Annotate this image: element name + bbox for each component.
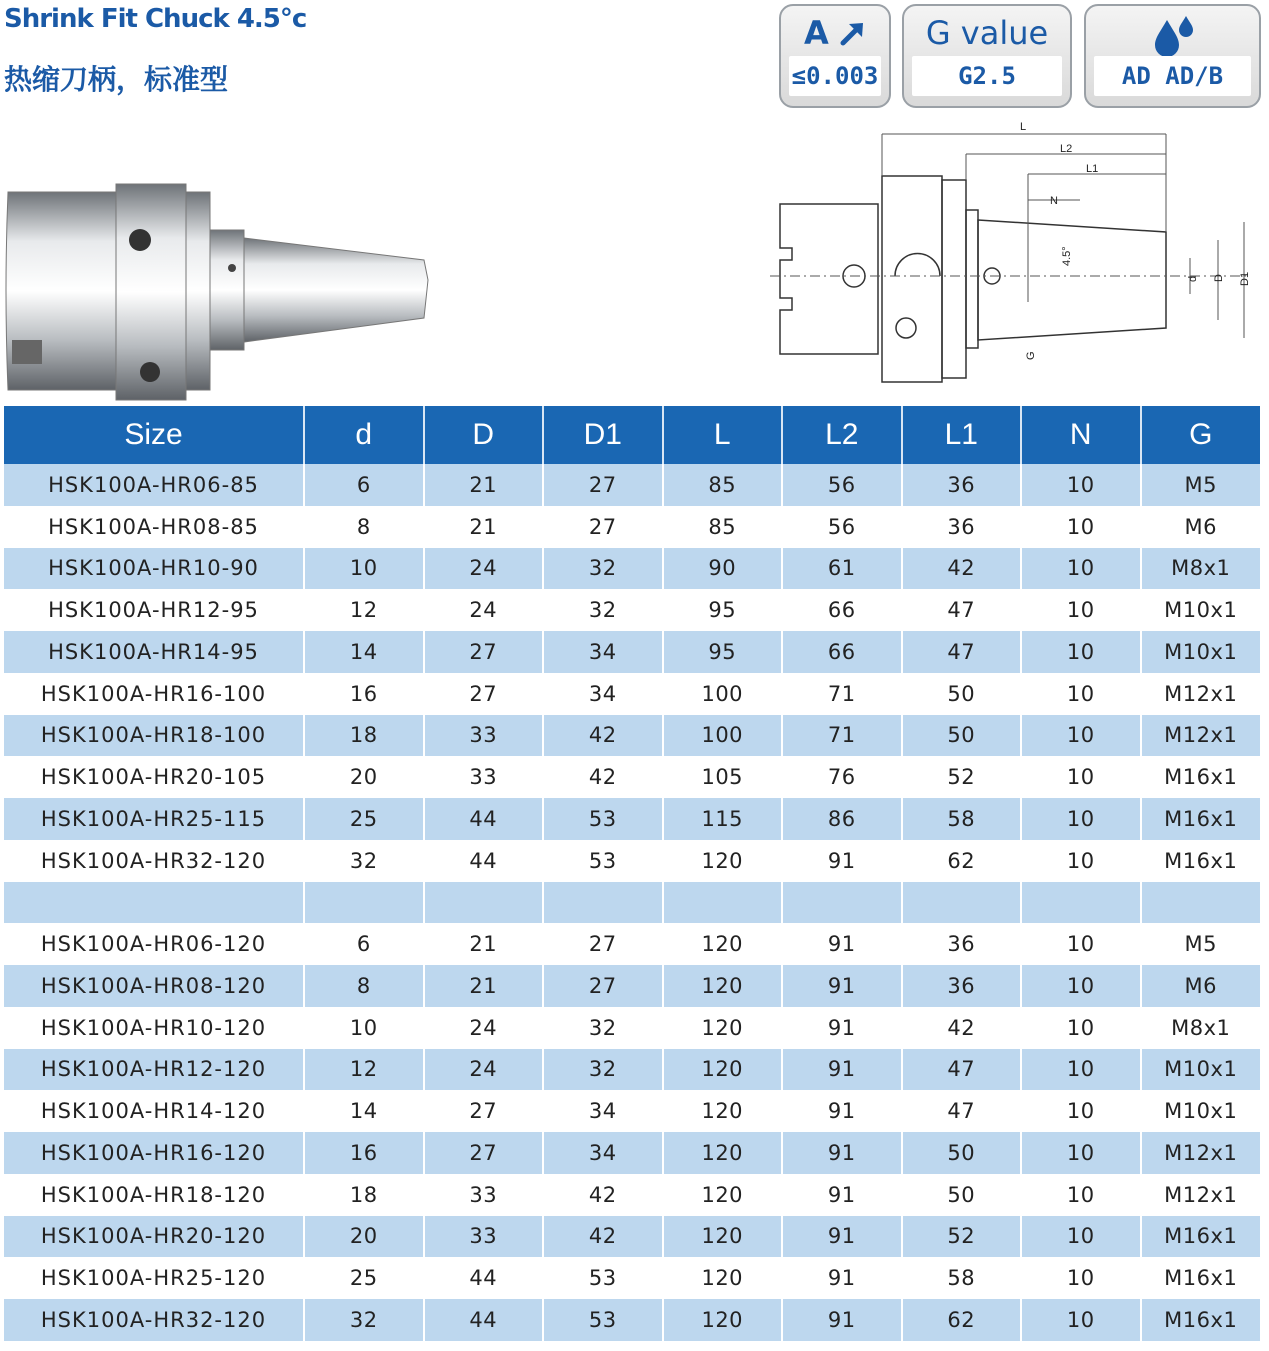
table-cell: 10 — [1021, 756, 1141, 798]
table-cell: M5 — [1141, 464, 1261, 506]
table-cell: 27 — [424, 631, 544, 673]
table-cell: 27 — [424, 1090, 544, 1132]
droplets-icon — [1150, 14, 1196, 58]
table-cell: 120 — [663, 1132, 783, 1174]
table-cell: M16x1 — [1141, 1299, 1261, 1341]
table-row — [4, 882, 1260, 924]
table-row — [4, 715, 1260, 757]
table-cell: 120 — [663, 1174, 783, 1216]
table-cell: HSK100A-HR16-120 — [4, 1132, 304, 1174]
table-cell: 10 — [1021, 589, 1141, 631]
table-cell: 53 — [543, 798, 663, 840]
table-cell: M16x1 — [1141, 1216, 1261, 1258]
table-cell: 91 — [782, 1174, 902, 1216]
table-cell: 10 — [1021, 1299, 1141, 1341]
table-cell: 10 — [1021, 1174, 1141, 1216]
table-cell: 6 — [304, 923, 424, 965]
table-cell: 44 — [424, 798, 544, 840]
table-cell: 36 — [902, 923, 1022, 965]
table-cell: HSK100A-HR12-95 — [48, 598, 259, 623]
table-cell: HSK100A-HR18-100 — [4, 715, 304, 757]
table-cell: 76 — [782, 756, 902, 798]
table-cell: HSK100A-HR25-120 — [40, 1266, 267, 1291]
table-cell: M6 — [1141, 506, 1261, 548]
table-cell: 32 — [543, 1007, 663, 1049]
table-cell: 24 — [424, 589, 544, 631]
table-cell: 32 — [304, 1299, 424, 1341]
table-cell: 12 — [304, 589, 424, 631]
table-cell: 42 — [543, 715, 663, 757]
column-header: D1 — [543, 406, 663, 464]
table-cell: 120 — [663, 840, 783, 882]
table-cell: 27 — [543, 923, 663, 965]
table-cell: 34 — [543, 631, 663, 673]
table-cell: 34 — [543, 1132, 663, 1174]
table-cell: 32 — [543, 589, 663, 631]
balance-badge-value: G2.5 — [912, 56, 1062, 96]
dim-label-L: L — [1020, 122, 1027, 133]
table-cell — [304, 882, 424, 924]
table-cell: HSK100A-HR14-95 — [4, 631, 304, 673]
table-cell: 36 — [902, 965, 1022, 1007]
table-cell: M10x1 — [1141, 1049, 1261, 1091]
table-cell — [424, 882, 544, 924]
dim-label-G: G — [1025, 351, 1037, 360]
table-cell: HSK100A-HR06-85 — [4, 464, 304, 506]
table-row — [4, 756, 1260, 798]
table-cell: 25 — [304, 798, 424, 840]
table-cell: 53 — [543, 1299, 663, 1341]
table-cell: HSK100A-HR18-120 — [40, 1182, 267, 1207]
table-row — [4, 506, 1260, 548]
table-cell: M10x1 — [1141, 631, 1261, 673]
column-header: N — [1021, 406, 1141, 464]
header-row — [4, 406, 1260, 464]
table-cell: 91 — [782, 1257, 902, 1299]
accuracy-badge-top — [781, 14, 889, 60]
table-cell: 24 — [424, 1049, 544, 1091]
table-cell: M10x1 — [1141, 589, 1261, 631]
table-cell: 86 — [782, 798, 902, 840]
coolant-badge-value: AD AD/B — [1094, 56, 1251, 96]
table-cell: 27 — [543, 464, 663, 506]
table-row — [4, 1174, 1260, 1216]
table-cell: 10 — [1021, 1132, 1141, 1174]
page-title: Shrink Fit Chuck 4.5°c — [4, 4, 307, 34]
table-cell: 50 — [902, 715, 1022, 757]
table-cell: 91 — [782, 1216, 902, 1258]
table-cell: 21 — [424, 506, 544, 548]
table-cell: 90 — [663, 548, 783, 590]
table-cell: M5 — [1141, 923, 1261, 965]
table-cell: HSK100A-HR32-120 — [40, 848, 267, 873]
column-header: L1 — [902, 406, 1022, 464]
table-cell: 18 — [304, 1174, 424, 1216]
balance-badge — [902, 4, 1072, 108]
table-cell: 20 — [304, 1216, 424, 1258]
table-cell: HSK100A-HR25-115 — [4, 798, 304, 840]
table-cell: M12x1 — [1141, 673, 1261, 715]
table-cell: 18 — [304, 715, 424, 757]
table-cell: 95 — [663, 589, 783, 631]
table-cell: 44 — [424, 840, 544, 882]
table-cell: 42 — [543, 756, 663, 798]
table-cell: 10 — [1021, 673, 1141, 715]
table-cell: 10 — [1021, 1007, 1141, 1049]
page-subtitle: 热缩刀柄，标准型 — [4, 63, 229, 96]
table-cell: 85 — [663, 506, 783, 548]
table-cell: 10 — [1021, 548, 1141, 590]
table-cell — [1141, 882, 1261, 924]
table-cell: 20 — [304, 756, 424, 798]
table-cell: 56 — [782, 464, 902, 506]
table-row — [4, 923, 1260, 965]
table-cell: 21 — [424, 923, 544, 965]
table-cell: 120 — [663, 1257, 783, 1299]
table-cell: 91 — [782, 1049, 902, 1091]
table-cell: 47 — [902, 1090, 1022, 1132]
table-cell: 100 — [663, 715, 783, 757]
table-cell: 36 — [902, 464, 1022, 506]
table-cell: 52 — [902, 1216, 1022, 1258]
table-row — [4, 798, 1260, 840]
table-cell: 34 — [543, 673, 663, 715]
table-cell: 10 — [1021, 840, 1141, 882]
table-cell: 27 — [543, 506, 663, 548]
table-cell — [4, 882, 304, 924]
table-cell: 47 — [902, 1049, 1022, 1091]
table-cell: HSK100A-HR20-120 — [4, 1216, 304, 1258]
table-cell: 115 — [663, 798, 783, 840]
table-cell — [782, 882, 902, 924]
table-cell: 66 — [782, 589, 902, 631]
table-cell: 91 — [782, 840, 902, 882]
coolant-badge-top — [1086, 14, 1259, 60]
table-cell: 91 — [782, 1132, 902, 1174]
table-cell: 27 — [543, 965, 663, 1007]
table-cell: 8 — [304, 965, 424, 1007]
table-cell: M10x1 — [1141, 1090, 1261, 1132]
table-cell: 6 — [304, 464, 424, 506]
table-cell: 95 — [663, 631, 783, 673]
table-cell: 47 — [902, 589, 1022, 631]
table-cell: 10 — [1021, 965, 1141, 1007]
product-photo — [4, 180, 434, 402]
balance-badge-label: G value — [925, 14, 1049, 52]
table-cell: 10 — [1021, 715, 1141, 757]
table-cell: 91 — [782, 1007, 902, 1049]
column-header: L2 — [782, 406, 902, 464]
table-cell: 25 — [304, 1257, 424, 1299]
table-cell: M16x1 — [1141, 798, 1261, 840]
table-cell: M16x1 — [1141, 840, 1261, 882]
table-cell: 50 — [902, 673, 1022, 715]
table-cell: 44 — [424, 1257, 544, 1299]
table-cell: 42 — [902, 1007, 1022, 1049]
table-cell: 50 — [902, 1174, 1022, 1216]
table-cell — [902, 882, 1022, 924]
table-cell: 33 — [424, 1216, 544, 1258]
spec-table-header — [4, 406, 1260, 464]
table-cell: 32 — [543, 1049, 663, 1091]
table-cell: 52 — [902, 756, 1022, 798]
column-header: L — [663, 406, 783, 464]
table-cell: 44 — [424, 1299, 544, 1341]
accuracy-badge-value: ≤0.003 — [789, 56, 881, 96]
table-cell: 33 — [424, 1174, 544, 1216]
dim-label-d: d — [1187, 275, 1199, 282]
table-cell: 100 — [663, 673, 783, 715]
table-cell: M16x1 — [1141, 1257, 1261, 1299]
table-cell: M12x1 — [1141, 715, 1261, 757]
table-cell: 33 — [424, 756, 544, 798]
table-cell: 24 — [424, 1007, 544, 1049]
table-cell: 10 — [1021, 1090, 1141, 1132]
table-cell — [1021, 882, 1141, 924]
table-row — [4, 1257, 1260, 1299]
spec-table — [4, 406, 1260, 1341]
table-cell: 62 — [902, 840, 1022, 882]
table-cell: 42 — [902, 548, 1022, 590]
table-cell: 34 — [543, 1090, 663, 1132]
table-cell: 58 — [902, 1257, 1022, 1299]
table-cell: 42 — [543, 1174, 663, 1216]
table-cell: 85 — [663, 464, 783, 506]
table-cell: 66 — [782, 631, 902, 673]
table-cell: 10 — [1021, 506, 1141, 548]
table-cell: HSK100A-HR10-120 — [40, 1015, 267, 1040]
table-cell: 42 — [543, 1216, 663, 1258]
table-cell: 10 — [304, 1007, 424, 1049]
table-cell: 27 — [424, 673, 544, 715]
table-row — [4, 1049, 1260, 1091]
table-cell: 36 — [902, 506, 1022, 548]
table-cell: 120 — [663, 1007, 783, 1049]
table-cell: 53 — [543, 1257, 663, 1299]
table-cell: 21 — [424, 464, 544, 506]
table-cell: HSK100A-HR08-85 — [48, 514, 259, 539]
table-cell: 120 — [663, 1216, 783, 1258]
table-cell: 10 — [1021, 798, 1141, 840]
arrow-up-right-icon — [840, 20, 866, 46]
table-cell: 21 — [424, 965, 544, 1007]
table-row — [4, 1090, 1260, 1132]
coolant-badge — [1084, 4, 1261, 108]
table-cell: HSK100A-HR08-120 — [4, 965, 304, 1007]
table-cell: 27 — [424, 1132, 544, 1174]
table-cell: 24 — [424, 548, 544, 590]
table-cell: HSK100A-HR12-120 — [4, 1049, 304, 1091]
accuracy-badge — [779, 4, 891, 108]
table-cell: M8x1 — [1141, 1007, 1261, 1049]
table-cell: 10 — [1021, 923, 1141, 965]
accuracy-badge-letter: A — [804, 14, 829, 52]
table-cell: 120 — [663, 1299, 783, 1341]
table-cell: HSK100A-HR06-120 — [40, 932, 267, 957]
table-cell: 10 — [1021, 1049, 1141, 1091]
table-cell: 32 — [543, 548, 663, 590]
table-row — [4, 548, 1260, 590]
table-row — [4, 631, 1260, 673]
table-cell: 12 — [304, 1049, 424, 1091]
table-cell: 10 — [1021, 1216, 1141, 1258]
table-row — [4, 1216, 1260, 1258]
table-row — [4, 965, 1260, 1007]
table-cell: M12x1 — [1141, 1174, 1261, 1216]
table-cell — [543, 882, 663, 924]
table-cell: 10 — [1021, 1257, 1141, 1299]
table-cell: 16 — [304, 673, 424, 715]
table-cell: 10 — [1021, 464, 1141, 506]
table-cell: 14 — [304, 631, 424, 673]
dim-label-L1: L1 — [1086, 163, 1099, 175]
table-cell: 120 — [663, 965, 783, 1007]
column-header: d — [304, 406, 424, 464]
table-cell: HSK100A-HR20-105 — [40, 765, 267, 790]
spec-table-body — [4, 464, 1260, 1341]
table-cell: 91 — [782, 965, 902, 1007]
column-header: G — [1141, 406, 1261, 464]
table-cell: 58 — [902, 798, 1022, 840]
table-cell: 50 — [902, 1132, 1022, 1174]
table-cell: 120 — [663, 1090, 783, 1132]
table-cell — [663, 882, 783, 924]
table-cell: 33 — [424, 715, 544, 757]
table-cell: M16x1 — [1141, 756, 1261, 798]
table-cell: 32 — [304, 840, 424, 882]
technical-drawing — [770, 122, 1260, 384]
table-cell: HSK100A-HR16-100 — [40, 681, 267, 706]
table-cell: 71 — [782, 673, 902, 715]
table-cell: 8 — [304, 506, 424, 548]
table-cell: HSK100A-HR32-120 — [4, 1299, 304, 1341]
table-cell: 10 — [1021, 631, 1141, 673]
column-header: Size — [4, 406, 304, 464]
table-row — [4, 464, 1260, 506]
table-cell: HSK100A-HR14-120 — [40, 1099, 267, 1124]
dim-label-D: D — [1213, 274, 1225, 282]
table-row — [4, 1132, 1260, 1174]
column-header: D — [424, 406, 544, 464]
table-cell: 120 — [663, 1049, 783, 1091]
table-cell: 16 — [304, 1132, 424, 1174]
table-cell: 62 — [902, 1299, 1022, 1341]
table-cell: 47 — [902, 631, 1022, 673]
table-cell: M8x1 — [1141, 548, 1261, 590]
dim-label-D1: D1 — [1239, 271, 1251, 286]
table-cell: 10 — [304, 548, 424, 590]
table-cell: 91 — [782, 923, 902, 965]
dim-label-L2: L2 — [1060, 143, 1073, 155]
table-row — [4, 1007, 1260, 1049]
table-cell: M6 — [1141, 965, 1261, 1007]
dim-label-angle: 4.5° — [1061, 246, 1073, 266]
table-row — [4, 840, 1260, 882]
table-row — [4, 673, 1260, 715]
table-cell: 71 — [782, 715, 902, 757]
table-cell: 14 — [304, 1090, 424, 1132]
table-cell: 61 — [782, 548, 902, 590]
table-cell: 53 — [543, 840, 663, 882]
table-row — [4, 1299, 1260, 1341]
table-cell: M12x1 — [1141, 1132, 1261, 1174]
table-cell: HSK100A-HR10-90 — [4, 548, 304, 590]
table-row — [4, 589, 1260, 631]
table-cell: 91 — [782, 1090, 902, 1132]
dim-label-N: N — [1050, 195, 1058, 207]
table-cell: 91 — [782, 1299, 902, 1341]
table-cell: 105 — [663, 756, 783, 798]
table-cell: 56 — [782, 506, 902, 548]
table-cell: 120 — [663, 923, 783, 965]
